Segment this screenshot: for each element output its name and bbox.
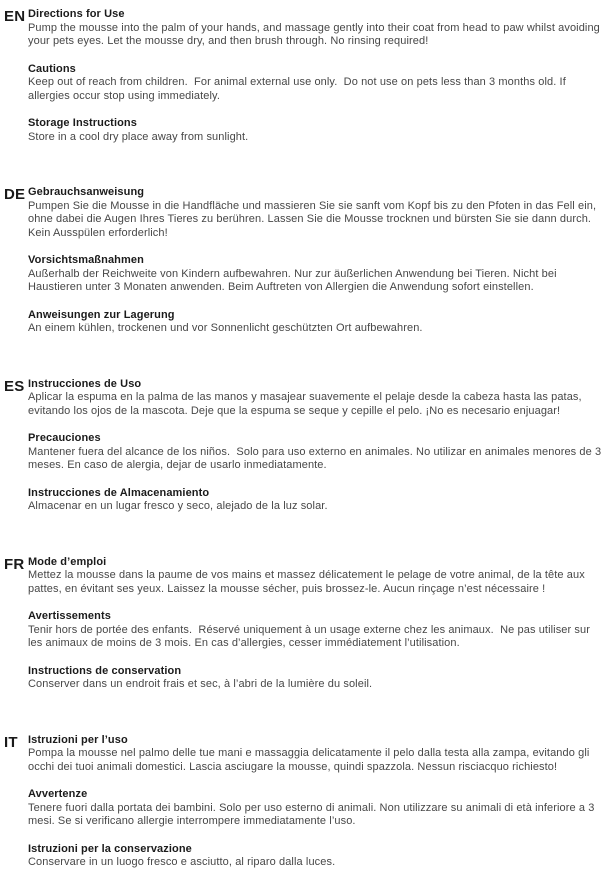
- block-body: Mettez la mousse dans la paume de vos mains et massez délicatement le pelage de votre animal, de la tête aux pattes, en évitant ses yeux. Laissez la mousse sécher, puis brossez-le. Aucun rinçage n’est nécessaire !: [28, 569, 588, 595]
- block-es-directions: [28, 378, 602, 419]
- block-de-storage: [28, 309, 602, 336]
- block-it-storage: [28, 843, 602, 870]
- block-body: An einem kühlen, trockenen und vor Sonnenlicht geschützten Ort aufbewahren.: [28, 322, 423, 334]
- block-body: Conservare in un luogo fresco e asciutto, al riparo dalla luces.: [28, 856, 336, 868]
- block-heading: Vorsichtsmaßnahmen: [28, 254, 144, 266]
- block-heading: Cautions: [28, 62, 76, 75]
- block-body: Almacenar en un lugar fresco y seco, alejado de la luz solar.: [28, 500, 328, 512]
- block-heading: Instrucciones de Almacenamiento: [28, 486, 210, 499]
- language-code-en: EN: [4, 8, 26, 25]
- block-it-directions: [28, 734, 602, 775]
- block-heading: Istruzioni per la conservazione: [28, 842, 192, 855]
- block-body: Conserver dans un endroit frais et sec, à l’abri de la lumière du soleil.: [28, 678, 373, 690]
- block-body: Außerhalb der Reichweite von Kindern aufbewahren. Nur zur äußerlichen Anwendung bei Tieren. Nicht bei Haustieren unter 3 Monaten anwenden. Beim Auftreten von Allergien die Anwendung sofort einstellen.: [28, 267, 560, 293]
- block-de-directions: [28, 186, 602, 240]
- block-body: Pump the mousse into the palm of your hands, and massage gently into their coat from head to paw whilst avoiding your pets eyes. Let the mousse dry, and then brush through. No rinsing required!: [28, 21, 604, 47]
- language-code-es: ES: [4, 377, 25, 395]
- block-en-storage: [28, 117, 602, 144]
- block-heading: Storage Instructions: [28, 117, 137, 129]
- block-heading: Avertissements: [28, 610, 111, 622]
- block-it-cautions: [28, 788, 602, 829]
- block-body: Aplicar la espuma en la palma de las manos y masajear suavemente el pelaje desde la cabeza hasta las patas, evitando los ojos de la mascota. Deje que la espuma se seque y cepille el pelo. ¡No es necesario enjuagar!: [28, 391, 585, 417]
- section-de: [4, 186, 602, 336]
- block-es-cautions: [28, 432, 605, 473]
- block-heading: Istruzioni per l’uso: [28, 733, 128, 746]
- block-heading: Gebrauchsanweisung: [28, 186, 145, 198]
- block-body: Pompa la mousse nel palmo delle tue mani e massaggia delicatamente il pelo dalla testa alla zampa, evitando gli occhi dei tuoi animali domestici. Lascia asciugare la mousse, quindi spazzola. Nessun risciacquo richiesto!: [28, 747, 593, 773]
- block-heading: Avvertenze: [28, 788, 88, 800]
- section-es: [4, 377, 605, 514]
- block-body: Mantener fuera del alcance de los niños. Solo para uso externo en animales. No utilizar en animales menores de 3 meses. En caso de alergia, dejar de usarlo inmediatamente.: [28, 445, 605, 471]
- block-heading: Instructions de conservation: [28, 664, 182, 677]
- block-fr-storage: [28, 665, 602, 692]
- language-code-it: IT: [4, 733, 18, 751]
- block-body: Pumpen Sie die Mousse in die Handfläche und massieren Sie sie sanft vom Kopf bis zu den Pfoten in das Fell ein, ohne dabei die Augen Ihres Tieres zu berühren. Lassen Sie die Mousse trocknen und bürsten Sie sie dann durch. Kein Ausspülen erforderlich!: [28, 199, 600, 239]
- block-fr-cautions: [28, 610, 602, 651]
- block-en-directions: [28, 8, 602, 49]
- block-de-cautions: [28, 254, 602, 295]
- language-code-de: DE: [4, 186, 26, 203]
- block-es-storage: [28, 487, 602, 514]
- block-body: Tenir hors de portée des enfants. Réservé uniquement à un usage externe chez les animaux. Ne pas utiliser sur les animaux de moins de 3 mois. En cas d’allergies, cesser immédiatement l’utilisation.: [28, 623, 594, 649]
- block-fr-directions: [28, 556, 602, 597]
- block-heading: Anweisungen zur Lagerung: [28, 308, 175, 321]
- block-heading: Mode d’emploi: [28, 555, 107, 568]
- section-en: [4, 8, 604, 144]
- block-body: Keep out of reach from children. For animal external use only. Do not use on pets less than 3 months old. If allergies occur stop using immediately.: [28, 76, 570, 102]
- block-body: Store in a cool dry place away from sunlight.: [28, 130, 249, 143]
- block-heading: Precauciones: [28, 432, 101, 444]
- block-body: Tenere fuori dalla portata dei bambini. Solo per uso esterno di animali. Non utilizzare su animali di età inferiore a 3 mesi. Se si verificano allergie interrompere immediatamente l’uso.: [28, 801, 598, 827]
- language-code-fr: FR: [4, 555, 25, 573]
- block-heading: Directions for Use: [28, 8, 125, 20]
- section-fr: [4, 555, 602, 692]
- block-heading: Instrucciones de Uso: [28, 377, 142, 390]
- section-it: [4, 733, 602, 870]
- block-en-cautions: [28, 63, 602, 104]
